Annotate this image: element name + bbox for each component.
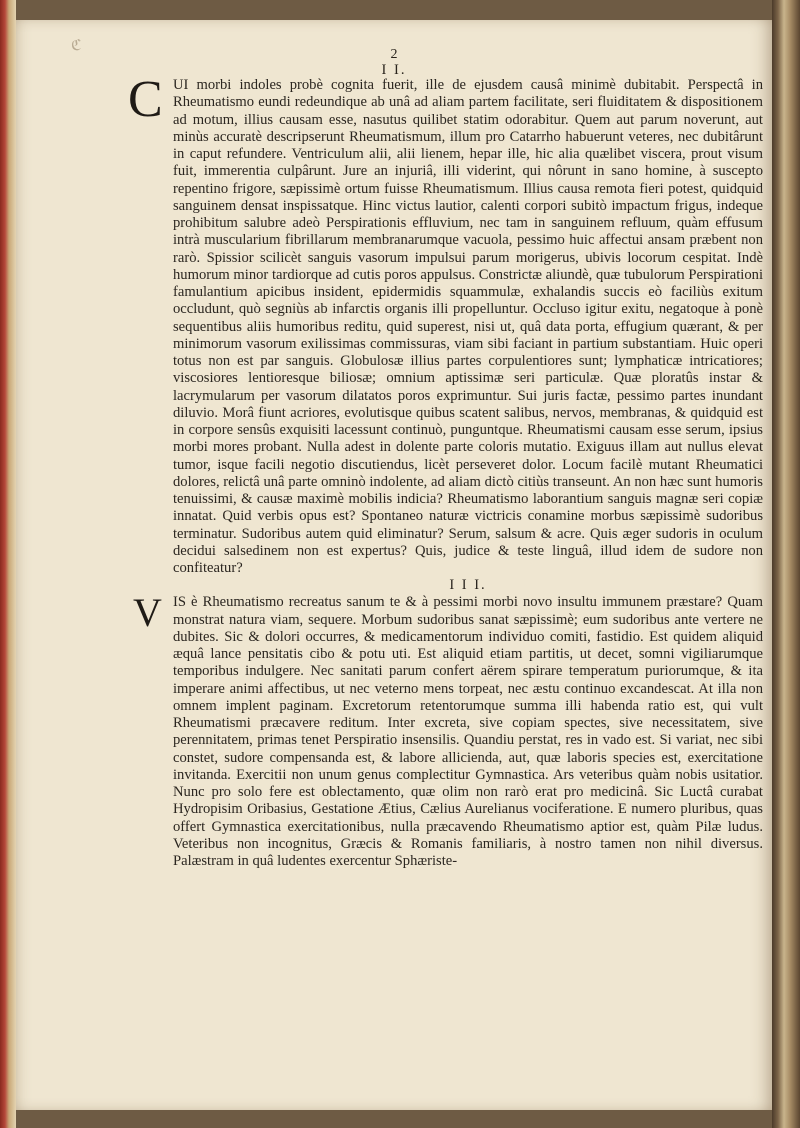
paragraph-ii — [128, 71, 763, 577]
corner-ink-mark: ℭ — [71, 38, 82, 54]
page-number: 2 — [390, 47, 398, 62]
left-page-edge — [0, 0, 16, 1128]
paragraph-ii-text: UI morbi indoles probè cognita fuerit, ille de ejusdem causâ minimè dubitabit. Perspectâ in Rheumatismo eundi redeundique ab unâ ad aliam partem facilitate, seri fluiditatem & dispositionem ad motum, illius causam esse, nasutus quilibet statim odorabitur. Quem aut parum noverunt, aut minùs accuratè descripserunt Rheumatismum, illum pro Catarrho habuerunt veteres, nec dubitârunt in caput refundere. Ventriculum alii, alii lienem, hepar ille, hic alia quælibet viscera, prout visum fuit, immerentia culpârunt. Jure an injuriâ, illi viderint, qui nôrunt in sano homine, à suscepto repentino frigore, sæpissimè ortum fuisse Rheumatismum. Illius causa remota fieri potest, quidquid sanguinem densat inspissatque. Hinc victus lautior, calenti corpori subitò impactum frigus, indeque prohibitum salubre adeò Perspirationis effluvium, nec tam in sanguinem refluum, quàm effusum intrà muscularium fibrillarum membranarumque vacuola, pessimo huic affectui ansam præbent non rarò. Spissior scilicèt sanguis vasorum impulsui parum morigerus, ubivis locorum cespitat. Indè humorum minor tardiorque ad cutis poros appulsus. Constrictæ aliundè, quæ tubulorum Perspirationi famulantium apicibus insident, epidermidis squammulæ, exhalandis succis eò faciliùs exitum occludunt, quò segniùs ab infarctis organis illi propelluntur. Occluso igitur exitu, negatoque à ponè sequentibus aliis humoribus reditu, quid superest, nisi ut, quâ data porta, effugium quærant, & per minimorum vasorum exilissimas commissuras, viam sibi faciant in partium substantiam. Huic operi totus non est par sanguis. Globulosæ illius partes corpulentiores sunt; lymphaticæ intricatiores; viscosiores lentioresque biliosæ; omnium aptissimæ seri particulæ. Quæ ploratûs instar & lacrymularum per vasorum dilatatos poros exprimuntur. Sui juris factæ, pessimo partes inundant diluvio. Morâ fiunt acriores, evolutisque quibus scatent salibus, nervos, membranas, & quidquid est in corpore sensûs exquisiti lacessunt continuò, punguntque. Rheumatismi causam esse serum, ipsius morbi mores probant. Nulla adest in dolente parte coloris mutatio. Exiguus illam aut nullus elevat tumor, isque facili negotio discutiendus, licèt perseveret dolor. Locum facilè mutant Rheumatici dolores, relictâ unâ parte omninò indolente, ad aliam dictò citiùs transeunt. An non hæc sunt humoris tenuissimi, & causæ maximè mobilis indicia? Rheumatismo laborantium sanguis magnæ seri copiæ innatat. Quid verbis opus est? Spontaneo naturæ victricis conamine morbus sæpissimè sudoribus terminatur. Sudoribus autem quid eliminatur? Serum, salsum & acre. Quis æger sudoris in oculum decidui salsedinem non est expertus? Quis, judice & teste linguâ, illud idem de sudore non confiteatur? — [173, 77, 763, 576]
section-heading-iii: I I I. — [449, 577, 487, 594]
dropcap-c: C — [128, 71, 163, 128]
paragraph-iii — [133, 590, 763, 870]
body-text — [128, 71, 763, 870]
dropcap-v: V — [133, 590, 162, 636]
book-page — [16, 20, 772, 1110]
paragraph-iii-text: IS è Rheumatismo recreatus sanum te & à pessimi morbi novo insultu immunem præstare? Quam monstrat natura viam, sequere. Morbum sudoribus sanat sæpissimè; eum sudoribus ante vertere ne dubites. Sic & dolori occurres, & medicamentorum individuo comiti, fastidio. Est quidem aliquid æquâ lance pensitatis cibo & potu uti. Est aliquid etiam partitis, ut decet, somni vigiliarumque temporibus indulgere. Nec sanitati parum confert aërem spirare temperatum puriorumque, & ita imperare animi affectibus, ut nec veterno mens torpeat, nec æstu continuo excandescat. At illa non omnem implent paginam. Excretorum retentorumque summa illi habenda ratio est, qui vult Rheumatismi præcavere reditum. Inter excreta, sive copiam spectes, sive necessitatem, sive perennitatem, primas tenet Perspiratio insensilis. Quandiu perstat, res in vado est. Si variat, nec sibi constet, sudore compensanda est, & labore allicienda, aut, quæ laboris species est, exercitatione invitanda. Exercitii non unum genus complectitur Gymnastica. Ars veteribus quàm nobis usitatior. Nunc pro solo fere est oblectamento, quæ olim non rarò erat pro medicinâ. Sic Luctâ curabat Hydropisim Oribasius, Gestatione Ætius, Cælius Aurelianus vociferatione. E numero pluribus, quas offert Gymnastica exercitationibus, nulla præcavendo Rheumatismo aptior est, quàm Pilæ ludus. Veteribus non incognitus, Græcis & Romanis familiaris, à nostro tamen non nihil diversus. Palæstram in quâ ludentes exercentur Sphæriste- — [173, 594, 763, 869]
section-heading-ii: I I. — [381, 62, 407, 78]
right-page-stack — [772, 0, 800, 1128]
